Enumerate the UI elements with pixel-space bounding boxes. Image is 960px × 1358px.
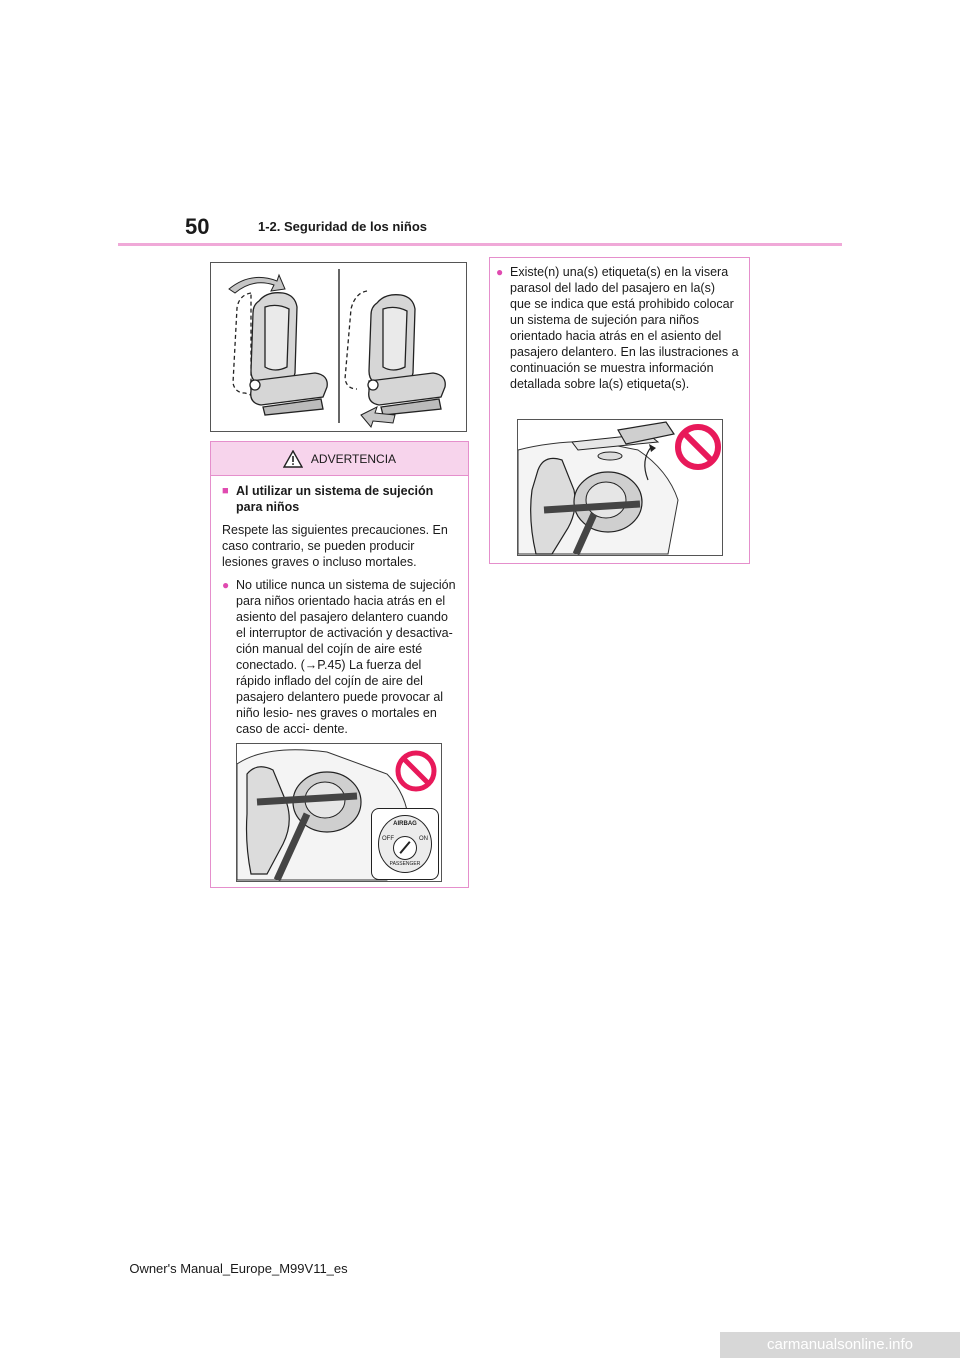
warning-body [211,483,468,737]
seat-left [233,293,327,415]
seat-adjust-illustration [210,262,467,432]
airbag-switch-face [378,815,432,873]
airbag-on-label: ON [419,836,428,842]
warning-title: ADVERTENCIA [310,451,397,466]
warning-triangle-icon [283,450,303,468]
airbag-passenger-label: PASSENGER [389,861,421,867]
airbag-off-label: OFF [382,836,394,842]
prohibition-icon [673,422,723,472]
page-number: 50 [185,214,210,239]
square-bullet-icon: ■ [222,485,229,497]
airbag-illustration [236,743,442,882]
circle-bullet-icon: ● [496,265,504,279]
key-slot-line [399,841,410,854]
header-rule [118,243,842,246]
section-title: 1-2. Seguridad de los niños [258,219,428,234]
seat-right [345,291,445,415]
warning-bullet [222,577,456,737]
watermark: carmanualsonline.info [720,1332,960,1358]
warning-bullet-text: No utilice nunca un sistema de sujeción para niños orientado hacia atrás en el asiento del pasajero delantero cuando el interruptor de activación y desactiva- ción manual del cojín de aire esté conectado. (→P.45) La fuerza del rápido inflado del cojín de aire del pasajero delantero puede provocar al niño lesio- nes graves o mortales en caso de acci- dente. [236,578,456,736]
airbag-label: AIRBAG [393,821,417,827]
footer-text: Owner's Manual_Europe_M99V11_es [129,1261,348,1276]
visor-illustration [517,419,723,556]
warning-subheading-text: Al utilizar un sistema de sujeción para niños [236,484,434,514]
warning-header [211,442,468,476]
airbag-key-slot [393,836,417,860]
warning-subheading [222,483,456,515]
visor-note-bullet [490,258,749,392]
airbag-switch-inset [371,808,439,880]
prohibition-icon [394,749,438,793]
warning-intro: Respete las siguientes precauciones. En caso contrario, se pueden producir lesiones graves o incluso mortales. [222,523,448,569]
visor-note-text: Existe(n) una(s) etiqueta(s) en la visera parasol del lado del pasajero en la(s) que se indica que está prohibido colocar un sistema de sujeción para niños orientado hacia atrás en el asiento del pasajero delantero. En las ilustraciones a continuación se muestra información detallada sobre la(s) etiqueta(s). [510,265,739,391]
circle-bullet-icon: ● [222,578,230,592]
seat-adjust-drawing [211,263,466,431]
tilt-arrow [229,275,285,293]
